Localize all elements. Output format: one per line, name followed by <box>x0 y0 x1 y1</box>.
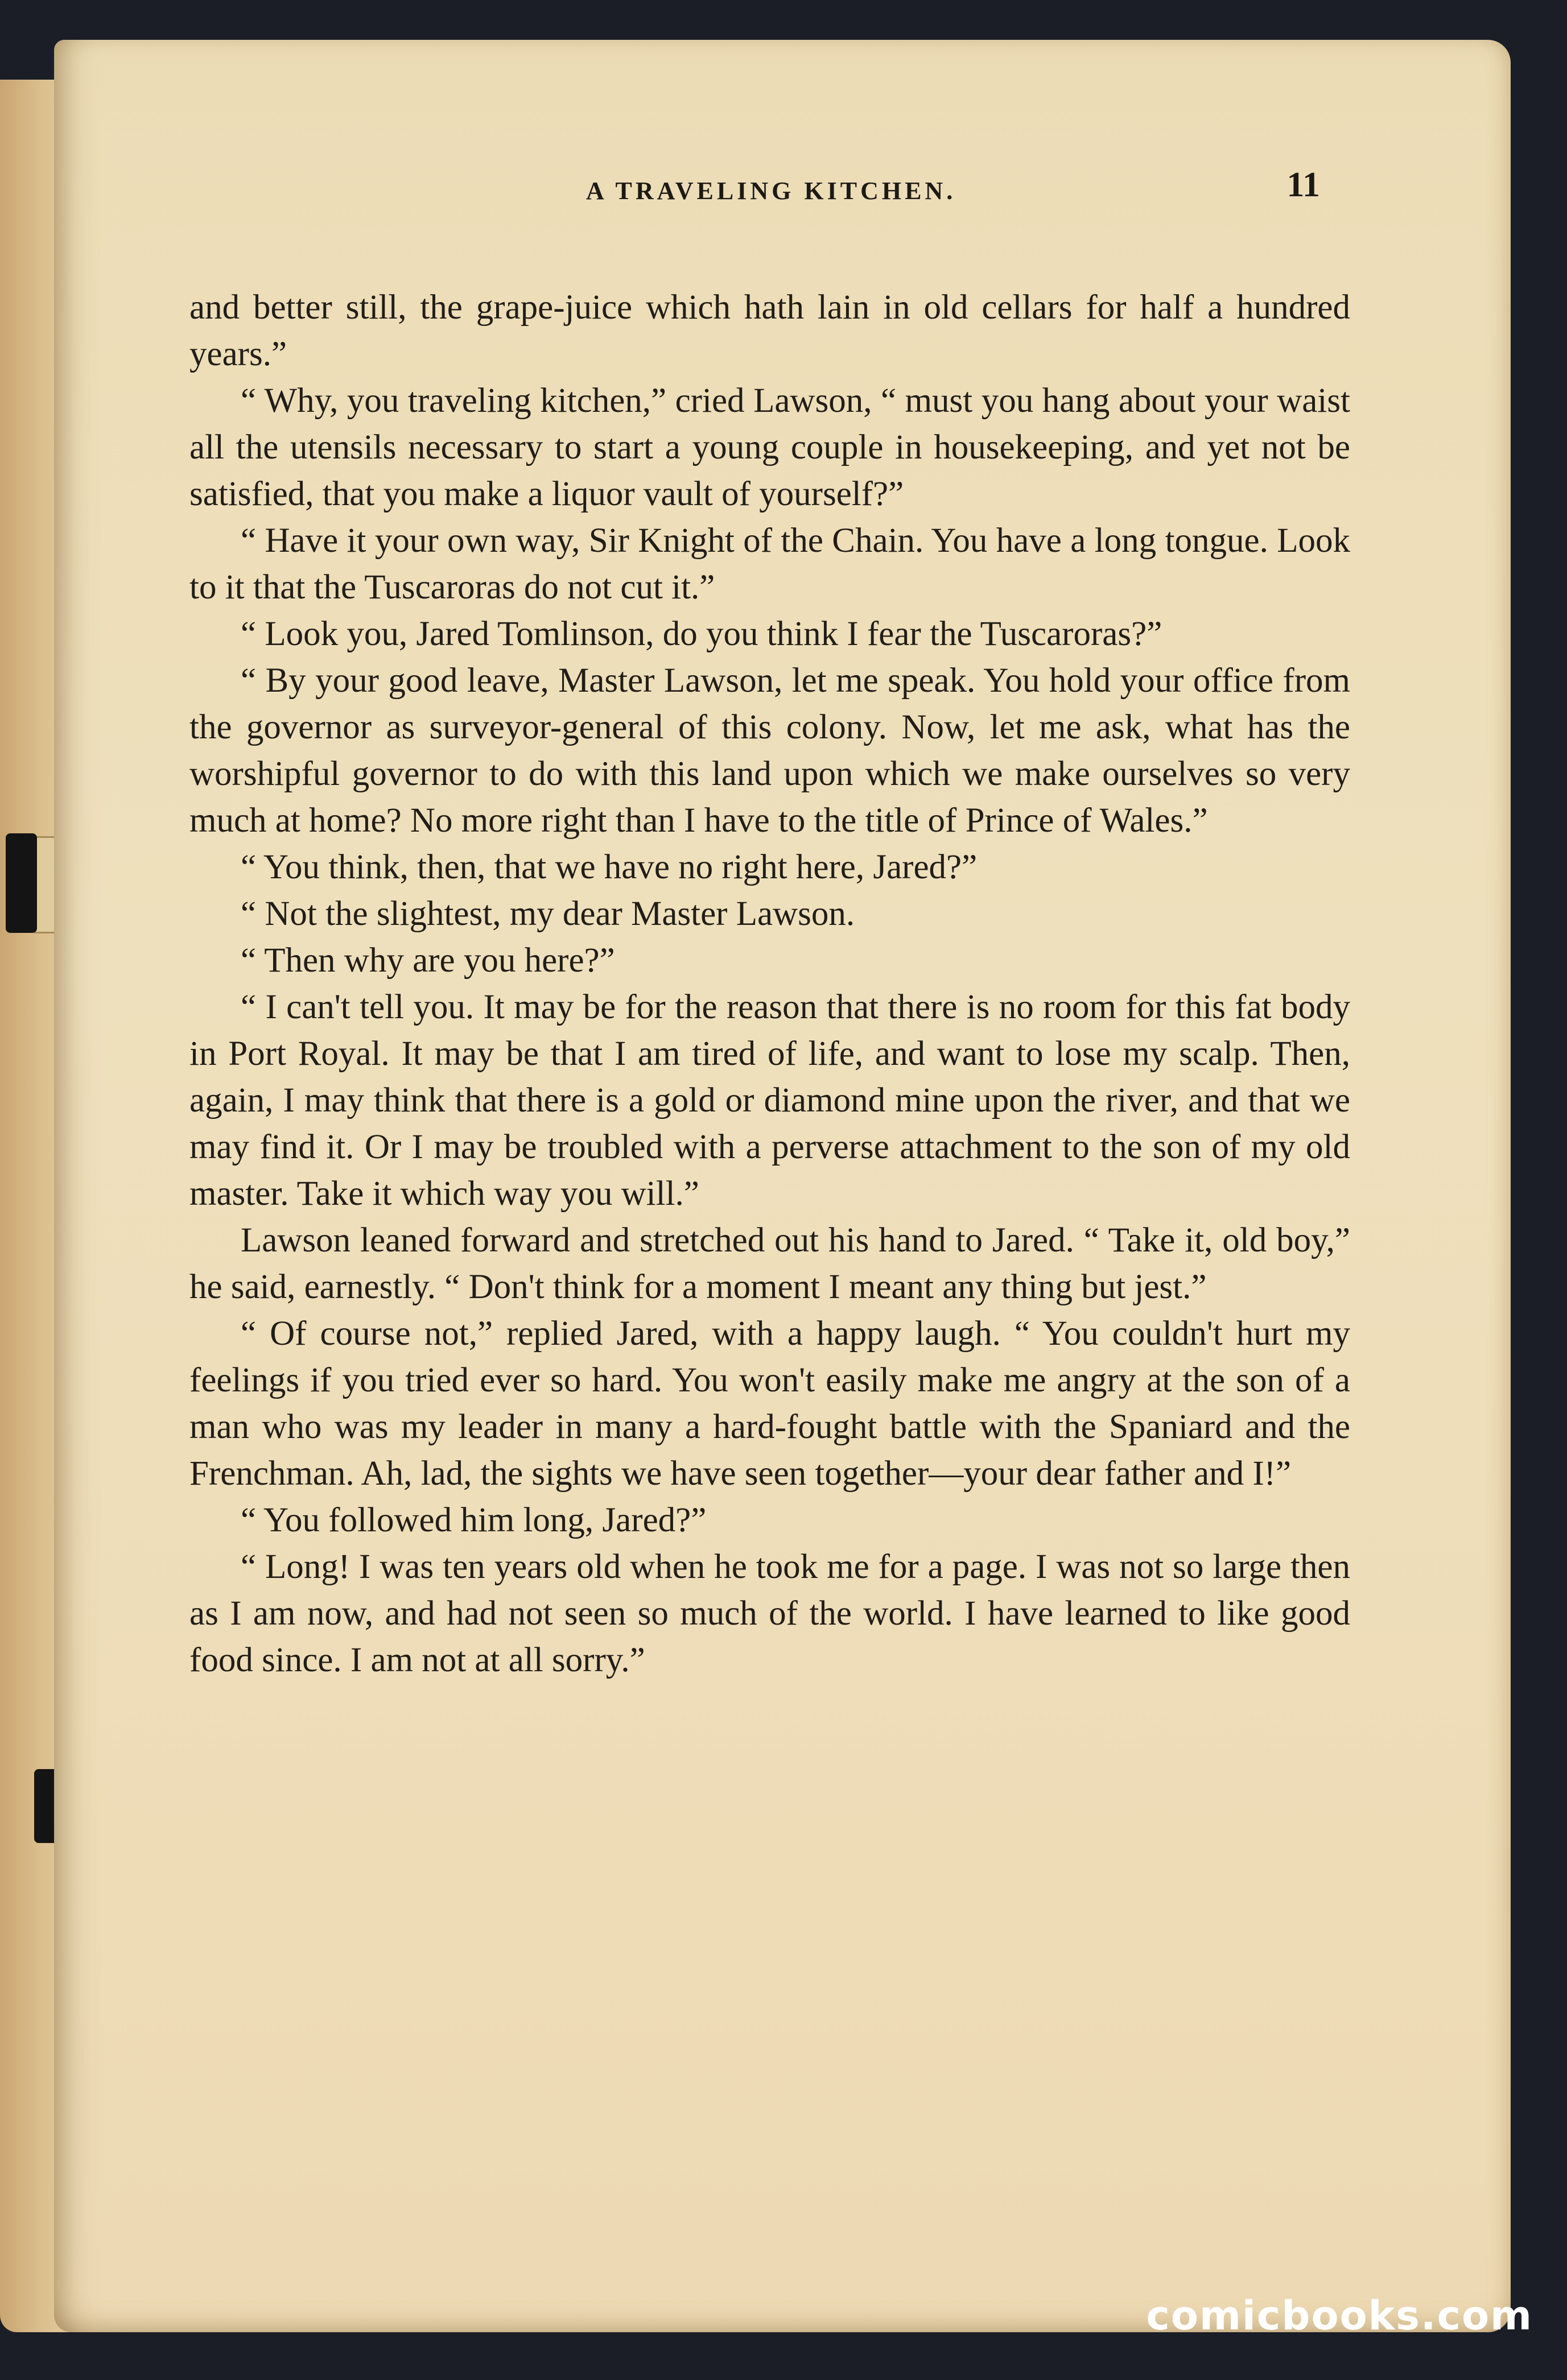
paragraph: “ Then why are you here?” <box>241 941 615 980</box>
paragraph: and better still, the grape-juice which hath lain in old cellars for half a hundred years.” <box>189 288 1350 373</box>
paragraph: “ Not the slightest, my dear Master Lawson. <box>241 895 855 933</box>
paragraph: “ Have it your own way, Sir Knight of the Chain. You have a long tongue. Look to it that the Tuscaroras do not cut it.” <box>189 522 1350 606</box>
paragraph: “ Of course not,” replied Jared, with a happy laugh. “ You couldn't hurt my feelings if you tried ever so hard. You won't easily make me angry at the son of a man who was my leader in many a hard-fought battle with the Spaniard and the Frenchman. Ah, lad, the sights we have seen together—your dear father and I!” <box>189 1315 1350 1493</box>
paragraph: Lawson leaned forward and stretched out his hand to Jared. “ Take it, old boy,” he said, earnestly. “ Don't think for a moment I meant any thing but jest.” <box>189 1221 1350 1306</box>
paragraph: “ Look you, Jared Tomlinson, do you think I fear the Tuscaroras?” <box>241 615 1162 653</box>
paragraph: “ You think, then, that we have no right here, Jared?” <box>241 848 978 886</box>
paragraph: “ Long! I was ten years old when he took me for a page. I was not so large then as I am now, and had not seen so much of the world. I have learned to like good food since. I am not at all sorry.” <box>189 1548 1350 1679</box>
page-number: 11 <box>1286 166 1320 204</box>
paragraph: “ Why, you traveling kitchen,” cried Lawson, “ must you hang about your waist all the utensils necessary to start a young couple in housekeeping, and yet not be satisfied, that you make a liquor vault of yourself?” <box>189 382 1350 513</box>
paragraph: “ You followed him long, Jared?” <box>241 1501 707 1539</box>
watermark: comicbooks.com <box>1146 2292 1533 2339</box>
body-text <box>189 284 1350 1684</box>
paragraph: “ I can't tell you. It may be for the reason that there is no room for this fat body in Port Royal. It may be that I am tired of life, and want to lose my scalp. Then, again, I may think that there is a gold or diamond mine upon the river, and that we may find it. Or I may be troubled with a perverse attachment to the son of my old master. Take it which way you will.” <box>189 988 1350 1213</box>
running-head: A TRAVELING KITCHEN. <box>586 177 956 205</box>
binding-staple <box>6 833 37 933</box>
page-header <box>529 165 1320 216</box>
paragraph: “ By your good leave, Master Lawson, let me speak. You hold your office from the governor as surveyor-general of this colony. Now, let me ask, what has the worshipful governor to do with this land upon which we make ourselves so very much at home? No more right than I have to the title of Prince of Wales.” <box>189 662 1350 840</box>
